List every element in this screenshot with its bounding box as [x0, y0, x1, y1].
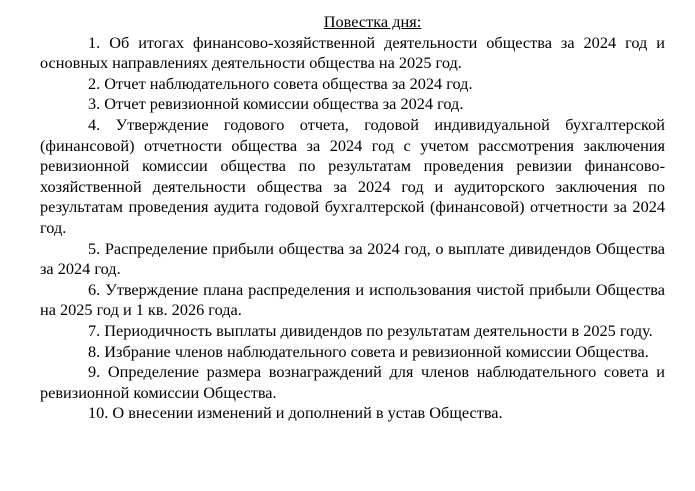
agenda-item-1: 1. Об итогах финансово-хозяйственной деятельности общества за 2024 год и основных направлениях деятельности общества на 2025 год. [40, 32, 665, 73]
agenda-item-9: 9. Определение размера вознаграждений для членов наблюдательного совета и ревизионной комиссии Общества. [40, 362, 665, 402]
agenda-item-6: 6. Утверждение плана распределения и использования чистой прибыли Общества на 2025 год и 1 кв. 2026 года. [40, 279, 665, 320]
agenda-item-8: 8. Избрание членов наблюдательного совета и ревизионной комиссии Общества. [88, 341, 649, 361]
agenda-item-2: 2. Отчет наблюдательного совета общества за 2024 год. [88, 73, 473, 93]
agenda-item-5: 5. Распределение прибыли общества за 2024 год, о выплате дивидендов Общества за 2024 год. [40, 238, 665, 279]
agenda-item-3: 3. Отчет ревизионной комиссии общества за 2024 год. [88, 94, 464, 114]
agenda-item-7: 7. Периодичность выплаты дивидендов по результатам деятельности в 2025 году. [88, 320, 653, 340]
agenda-document [40, 12, 665, 424]
agenda-item-10: 10. О внесении изменений и дополнений в устав Общества. [88, 403, 503, 423]
agenda-title: Повестка дня: [323, 12, 422, 31]
agenda-item-4: 4. Утверждение годового отчета, годовой индивидуальной бухгалтерской (финансовой) отчетности общества за 2024 год с учетом рассмотрения заключения ревизионной комиссии общества по результатам проведения ревизии финансово-хозяйственной деятельности общества за 2024 год и аудиторского заключения по результатам проведения аудита годовой бухгалтерской (финансовой) отчетности за 2024 год. [40, 114, 665, 237]
